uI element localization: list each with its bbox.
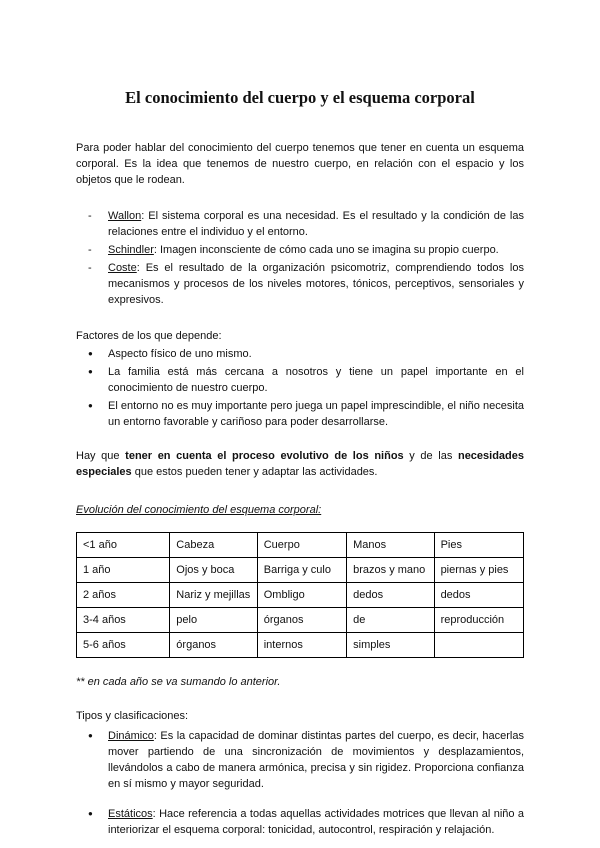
text-segment: Hay que [76,450,126,462]
dash-marker: - [88,210,92,222]
table-cell: Manos [347,533,434,558]
list-item [88,242,524,258]
table-cell: órganos [170,633,257,658]
list-item [88,806,524,838]
list-item [88,346,524,362]
table-cell [434,633,523,658]
table-cell: Nariz y mejillas [170,583,257,608]
table-row [77,633,524,658]
table-cell: Cabeza [170,533,257,558]
table-cell: 5-6 años [77,633,170,658]
bullet-icon: ● [88,809,93,818]
term-underlined: Schindler [108,244,154,256]
list-item [88,364,524,396]
dash-marker: - [88,244,92,256]
bullet-icon: ● [88,731,93,740]
table-cell: Ombligo [257,583,346,608]
authors-list [76,208,524,308]
factors-heading: Factores de los que depende: [76,330,222,342]
table-cell: Pies [434,533,523,558]
list-item [88,260,524,308]
table-cell: dedos [434,583,523,608]
table-cell: 1 año [77,558,170,583]
intro-paragraph: Para poder hablar del conocimiento del cuerpo tenemos que tener en cuenta un esquema corporal. Es la idea que tenemos de nuestro cuerpo, en relación con el espacio y los objetos que le rodean. [76,142,524,186]
text-segment: y de las [403,450,458,462]
table-cell: simples [347,633,434,658]
types-list [76,728,524,838]
emphasis-paragraph [76,448,524,480]
table-cell: Ojos y boca [170,558,257,583]
term-underlined: Dinámico [108,730,154,742]
bullet-icon: ● [88,401,93,410]
bold-segment: necesidades especiales [76,450,525,478]
table-cell: dedos [347,583,434,608]
bullet-icon: ● [88,367,93,376]
evolution-table [76,532,524,658]
table-cell: órganos [257,608,346,633]
list-item-text: Aspecto físico de uno mismo. [108,348,252,360]
list-item [88,728,524,792]
table-cell: pelo [170,608,257,633]
term-underlined: Wallon [108,210,142,222]
bold-segment: tener en cuenta el proceso evolutivo de los niños [125,450,404,462]
table-row [77,558,524,583]
table-cell: <1 año [77,533,170,558]
list-item-text: El entorno no es muy importante pero juega un papel imprescindible, el niño necesita un entorno favorable y cariñoso para poder desarrollarse. [108,400,524,428]
dash-marker: - [88,262,92,274]
text-segment: : Es la capacidad de dominar distintas partes del cuerpo, es decir, hacerlas mover partiendo de una sincronización de movimientos y desplazamientos, llevándolos a cabo de manera armónica, precisa y sin rigidez. Proporciona confianza en sí mismo y mayor seguridad. [108,730,524,790]
list-item [88,398,524,430]
list-item-text [108,242,524,258]
table-cell: Cuerpo [257,533,346,558]
text-segment: : Imagen inconsciente de cómo cada uno se imagina su propio cuerpo. [153,244,499,256]
table-cell: 2 años [77,583,170,608]
list-item [88,208,524,240]
text-segment: : Es el resultado de la organización psicomotriz, comprendiendo todos los mecanismos y procesos de los niveles motores, tónicos, perceptivos, sensoriales y expresivos. [108,262,524,306]
table-row [77,533,524,558]
table-cell: internos [257,633,346,658]
list-item-text [108,728,524,792]
table-cell: reproducción [434,608,523,633]
bullet-icon: ● [88,349,93,358]
table-cell: Barriga y culo [257,558,346,583]
table-cell: brazos y mano [347,558,434,583]
list-item-text [108,208,524,240]
list-item-text: La familia está más cercana a nosotros y tiene un papel importante en el conocimiento de nuestro cuerpo. [108,366,524,394]
table-row [77,608,524,633]
table-note: ** en cada año se va sumando lo anterior. [76,676,281,688]
table-cell: 3-4 años [77,608,170,633]
page-title: El conocimiento del cuerpo y el esquema corporal [125,88,475,107]
text-segment: : El sistema corporal es una necesidad. Es el resultado y la condición de las relaciones entre el individuo y el entorno. [108,210,524,238]
table-cell: piernas y pies [434,558,523,583]
table-row [77,583,524,608]
term-underlined: Coste [108,262,137,274]
text-segment: que estos pueden tener y adaptar las actividades. [131,466,378,478]
table-heading: Evolución del conocimiento del esquema corporal: [76,504,322,516]
text-segment: : Hace referencia a todas aquellas actividades motrices que llevan al niño a interiorizar el esquema corporal: tonicidad, autocontrol, respiración y relajación. [108,808,524,836]
list-item-text [108,260,524,308]
term-underlined: Estáticos [108,808,153,820]
table-cell: de [347,608,434,633]
factors-list [76,346,524,430]
types-heading: Tipos y clasificaciones: [76,710,189,722]
list-item-text [108,806,524,838]
